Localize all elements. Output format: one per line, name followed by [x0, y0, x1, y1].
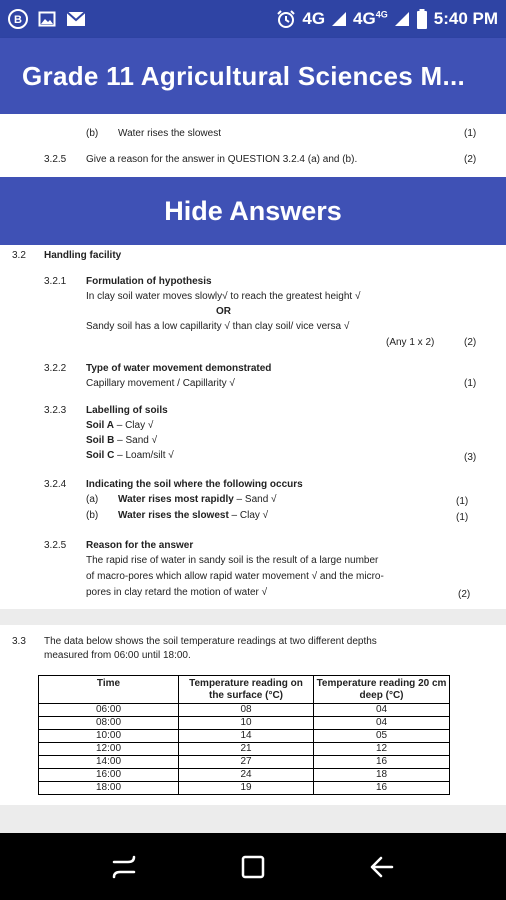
a323-soil-a: Soil A – Clay √ — [86, 420, 154, 431]
cell-time: 16:00 — [39, 769, 179, 782]
table-row — [39, 756, 450, 769]
network-type-label-2: $4G^{4G}$ — [353, 9, 388, 28]
cell-time: 18:00 — [39, 782, 179, 795]
cell-surface: 24 — [179, 769, 314, 782]
q33-line1: The data below shows the soil temperature readings at two different depths — [44, 636, 377, 647]
clock: 5:40 PM — [433, 9, 498, 28]
table-row — [39, 769, 450, 782]
cell-20cm: 18 — [314, 769, 450, 782]
navigation-bar — [0, 833, 506, 900]
a321-any: (Any 1 x 2) — [386, 337, 435, 348]
table-row — [39, 782, 450, 795]
cell-20cm: 12 — [314, 743, 450, 756]
col-header-20cm: Temperature reading 20 cm deep (°C) — [314, 676, 450, 704]
q324b-text: Water rises the slowest — [118, 128, 221, 139]
a321-or: OR — [216, 306, 231, 317]
a323-mark: (3) — [464, 452, 477, 463]
section-number: 3.2 — [12, 250, 26, 261]
back-button[interactable] — [352, 837, 412, 897]
a322-title: Type of water movement demonstrated — [86, 363, 272, 374]
hide-answers-button[interactable]: Hide Answers — [0, 177, 506, 245]
a321-line2: Sandy soil has a low capillarity √ than clay soil/ vice versa √ — [86, 321, 350, 332]
cell-20cm: 04 — [314, 717, 450, 730]
battery-icon — [416, 9, 428, 29]
cell-surface: 27 — [179, 756, 314, 769]
a321-line1: In clay soil water moves slowly√ to reach the greatest height √ — [86, 291, 361, 302]
a321-mark: (2) — [464, 337, 477, 348]
table-row — [39, 717, 450, 730]
col-header-surface: Temperature reading on the surface (°C) — [179, 676, 314, 704]
a324a-text: Water rises most rapidly – Sand √ — [118, 494, 277, 505]
mail-icon — [66, 11, 86, 27]
a325-line2: of macro-pores which allow rapid water movement √ and the micro- — [86, 571, 384, 582]
a321-title: Formulation of hypothesis — [86, 276, 212, 287]
a322-line1: Capillary movement / Capillarity √ — [86, 378, 235, 389]
cell-time: 06:00 — [39, 704, 179, 717]
q324b-label: (b) — [86, 128, 99, 139]
q324b-mark: (1) — [464, 128, 477, 139]
question-page — [0, 114, 506, 177]
cell-time: 08:00 — [39, 717, 179, 730]
cell-surface: 19 — [179, 782, 314, 795]
status-bar — [0, 0, 506, 38]
a324a-mark: (1) — [456, 496, 469, 507]
a323-soil-b: Soil B – Sand √ — [86, 435, 158, 446]
recent-apps-button[interactable] — [94, 837, 154, 897]
a324a-label: (a) — [86, 494, 99, 505]
home-icon — [240, 854, 266, 880]
a323-title: Labelling of soils — [86, 405, 168, 416]
app-bar — [0, 38, 506, 114]
signal-icon — [331, 11, 347, 27]
back-arrow-icon — [368, 853, 396, 881]
section-title: Handling facility — [44, 250, 122, 261]
a325-line3: pores in clay retard the motion of water √ — [86, 587, 268, 598]
cell-time: 14:00 — [39, 756, 179, 769]
recent-apps-icon — [110, 853, 138, 881]
q325-mark: (2) — [464, 154, 477, 165]
a324-title: Indicating the soil where the following occurs — [86, 479, 303, 490]
cell-surface: 14 — [179, 730, 314, 743]
home-button[interactable] — [223, 837, 283, 897]
table-header-row — [39, 676, 450, 704]
app-title: Grade 11 Agricultural Sciences M... — [22, 60, 466, 91]
alarm-icon — [276, 9, 296, 29]
cell-surface: 10 — [179, 717, 314, 730]
a324b-label: (b) — [86, 510, 99, 521]
q325-text: Give a reason for the answer in QUESTION 3.2.4 (a) and (b). — [86, 154, 358, 165]
gallery-icon — [38, 10, 56, 28]
table-row — [39, 743, 450, 756]
network-type-label: 4G — [302, 9, 326, 28]
q325-number: 3.2.5 — [44, 154, 67, 165]
a325-title: Reason for the answer — [86, 540, 194, 551]
cell-time: 12:00 — [39, 743, 179, 756]
question-33-page — [0, 625, 506, 805]
a325-line1: The rapid rise of water in sandy soil is the result of a large number — [86, 555, 379, 566]
a324b-text: Water rises the slowest – Clay √ — [118, 510, 269, 521]
cell-surface: 08 — [179, 704, 314, 717]
col-header-time: Time — [39, 676, 179, 704]
a324b-mark: (1) — [456, 512, 469, 523]
q33-line2: measured from 06:00 until 18:00. — [44, 650, 191, 661]
svg-text:B: B — [14, 14, 22, 26]
a323-number: 3.2.3 — [44, 405, 67, 416]
cell-surface: 21 — [179, 743, 314, 756]
cell-20cm: 16 — [314, 756, 450, 769]
bbm-icon — [8, 9, 28, 29]
table-row — [39, 730, 450, 743]
cell-time: 10:00 — [39, 730, 179, 743]
a322-number: 3.2.2 — [44, 363, 67, 374]
a321-number: 3.2.1 — [44, 276, 67, 287]
signal-icon-2 — [394, 11, 410, 27]
q33-number: 3.3 — [12, 636, 26, 647]
a323-soil-c: Soil C – Loam/silt √ — [86, 450, 174, 461]
cell-20cm: 04 — [314, 704, 450, 717]
a325-number: 3.2.5 — [44, 540, 67, 551]
cell-20cm: 05 — [314, 730, 450, 743]
a325-mark: (2) — [458, 589, 471, 600]
a324-number: 3.2.4 — [44, 479, 67, 490]
table-row — [39, 704, 450, 717]
answers-page — [0, 245, 506, 609]
cell-20cm: 16 — [314, 782, 450, 795]
a322-mark: (1) — [464, 378, 477, 389]
temperature-table — [38, 675, 450, 795]
